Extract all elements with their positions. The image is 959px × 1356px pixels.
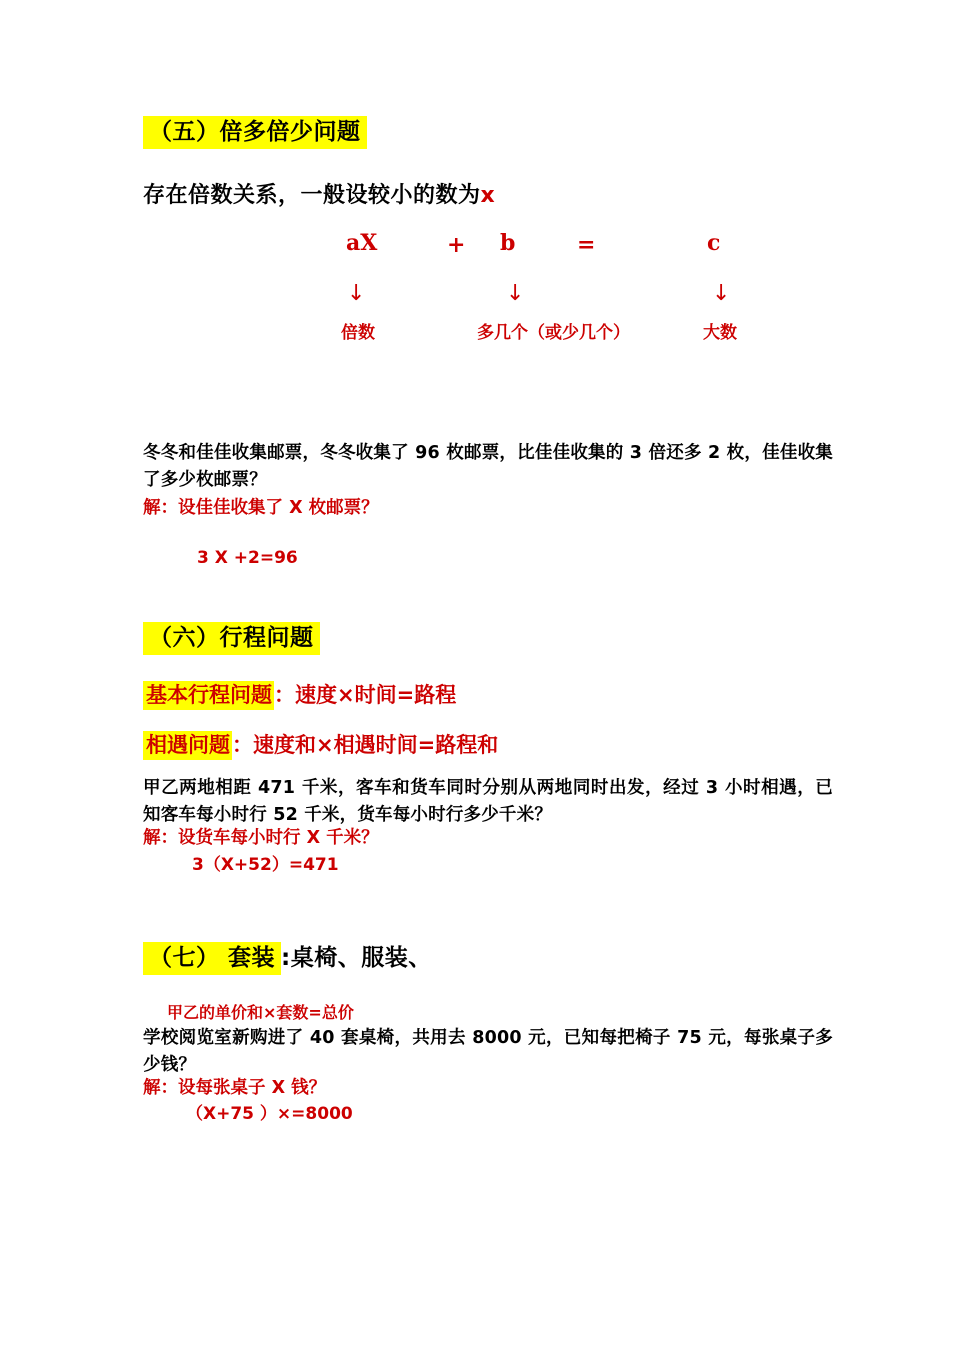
section-five-problem-text: 冬冬和佳佳收集邮票，冬冬收集了 96 枚邮票，比佳佳收集的 3 倍还多 2 枚，佳佳收集了多少枚邮票？ xyxy=(143,443,833,491)
formula-label-multiplier: 倍数 xyxy=(341,323,375,343)
rule-basic-travel xyxy=(143,679,456,709)
section-seven-solution: 解：设每张桌子 X 钱？ xyxy=(143,1078,327,1098)
section-seven-heading-highlighted: （七） 套装 xyxy=(143,942,281,975)
section-six-heading xyxy=(143,624,320,653)
section-five-lead-black: 存在倍数关系，一般设较小的数为 xyxy=(143,183,481,208)
formula-term-b: b xyxy=(500,230,516,256)
formula-term-c: c xyxy=(707,230,721,256)
section-seven-problem-text: 学校阅览室新购进了 40 套桌椅，共用去 8000 元，已知每把椅子 75 元，每张桌子多少钱？ xyxy=(143,1028,833,1076)
rule-meeting-travel-formula: ：速度和×相遇时间=路程和 xyxy=(232,733,499,757)
rule-basic-travel-formula: ：速度×时间=路程 xyxy=(274,683,457,707)
formula-term-plus: + xyxy=(447,232,466,258)
down-arrow-icon: ↓ xyxy=(347,281,366,306)
section-five-lead-variable: x xyxy=(480,183,496,208)
section-five-solution: 解：设佳佳收集了 X 枚邮票？ xyxy=(143,498,379,518)
formula-term-ax: aX xyxy=(346,230,378,256)
section-six-heading-text: （六）行程问题 xyxy=(143,622,320,655)
rule-basic-travel-label: 基本行程问题 xyxy=(143,681,274,710)
section-five-heading-text: （五）倍多倍少问题 xyxy=(143,116,367,149)
rule-meeting-travel-label: 相遇问题 xyxy=(143,731,232,760)
formula-label-difference: 多几个（或少几个） xyxy=(477,323,630,343)
down-arrow-icon: ↓ xyxy=(712,281,731,306)
section-five-heading xyxy=(143,118,367,147)
section-six-solution: 解：设货车每小时行 X 千米？ xyxy=(143,828,379,848)
rule-meeting-travel xyxy=(143,729,498,759)
down-arrow-icon: ↓ xyxy=(506,281,525,306)
section-seven-formula-tip: 甲乙的单价和×套数=总价 xyxy=(167,1003,354,1022)
section-seven-heading xyxy=(143,944,432,973)
section-five-equation: 3 X +2=96 xyxy=(197,548,298,568)
formula-term-equals: = xyxy=(577,232,596,258)
section-five-lead xyxy=(143,178,495,209)
section-six-problem-text: 甲乙两地相距 471 千米，客车和货车同时分别从两地同时出发，经过 3 小时相遇，已知客车每小时行 52 千米，货车每小时行多少千米？ xyxy=(143,778,833,826)
formula-label-larger-number: 大数 xyxy=(703,323,737,343)
section-seven-heading-rest: :桌椅、服装、 xyxy=(281,945,432,971)
section-six-equation: 3（X+52）=471 xyxy=(192,855,339,875)
section-seven-equation: （X+75 ）×=8000 xyxy=(186,1104,353,1124)
